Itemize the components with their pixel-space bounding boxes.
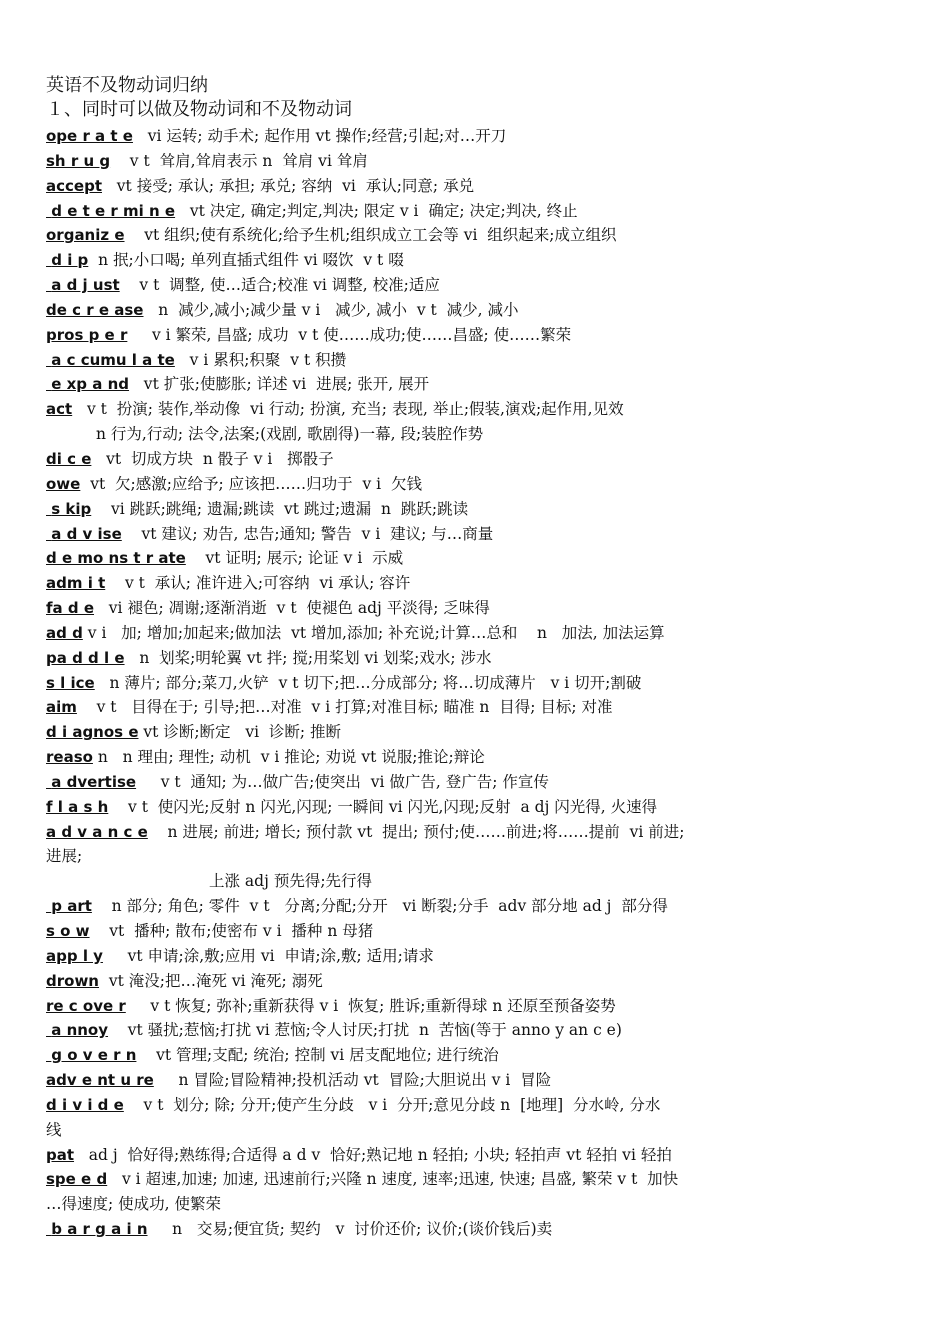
vocabulary-word: ad d xyxy=(46,623,83,642)
vocabulary-definition: vi 褪色; 凋谢;逐渐消逝 v t 使褪色 adj 平淡得; 乏味得 xyxy=(94,599,490,618)
vocabulary-definition: 上涨 adj 预先得;先行得 xyxy=(209,872,373,891)
vocabulary-entry xyxy=(46,149,906,174)
vocabulary-word: s l ice xyxy=(46,673,95,692)
vocabulary-entry xyxy=(46,323,906,348)
vocabulary-definition: v t 耸肩,耸肩表示 n 耸肩 vi 耸肩 xyxy=(110,151,368,170)
vocabulary-word: d e t e r mi n e xyxy=(46,201,176,220)
vocabulary-word: f l a s h xyxy=(46,797,109,816)
vocabulary-definition: v t 恢复; 弥补;重新获得 v i 恢复; 胜诉;重新得球 n 还原至预备姿势 xyxy=(125,996,616,1015)
vocabulary-definition: …得速度; 使成功, 使繁荣 xyxy=(46,1195,222,1214)
vocabulary-entry xyxy=(46,348,906,373)
vocabulary-word: adm i t xyxy=(46,574,106,593)
vocabulary-definition: n 减少,减小;减少量 v i 减少, 减小 v t 减少, 减小 xyxy=(143,300,519,319)
vocabulary-entry xyxy=(46,497,906,522)
vocabulary-definition: vt 接受; 承认; 承担; 承兑; 容纳 vi 承认;同意; 承兑 xyxy=(102,176,475,195)
vocabulary-definition: n 抿;小口喝; 单列直插式组件 vi 啜饮 v t 啜 xyxy=(88,251,404,270)
vocabulary-definition: n n 理由; 理性; 动机 v i 推论; 劝说 vt 说服;推论;辩论 xyxy=(92,748,485,767)
vocabulary-entry xyxy=(46,969,906,994)
vocabulary-definition: n 部分; 角色; 零件 v t 分离;分配;分开 vi 断裂;分手 adv 部分地 ad j 部分得 xyxy=(91,897,668,916)
vocabulary-definition: 进展; xyxy=(46,847,83,866)
vocabulary-entry xyxy=(46,820,906,845)
vocabulary-entry xyxy=(46,1143,906,1168)
vocabulary-word: pa d d l e xyxy=(46,648,125,667)
vocabulary-word: a dvertise xyxy=(46,772,137,791)
vocabulary-word: aim xyxy=(46,698,77,717)
vocabulary-entry xyxy=(46,745,906,770)
vocabulary-word: ope r a t e xyxy=(46,127,133,145)
vocabulary-definition: vt 决定, 确定;判定,判决; 限定 v i 确定; 决定;判决, 终止 xyxy=(175,201,578,220)
vocabulary-word: reaso xyxy=(46,748,93,767)
vocabulary-entry xyxy=(46,546,906,571)
vocabulary-definition: n 冒险;冒险精神;投机活动 vt 冒险;大胆说出 v i 冒险 xyxy=(153,1071,552,1090)
vocabulary-entry xyxy=(46,596,906,621)
vocabulary-definition: n 行为,行动; 法令,法案;(戏剧, 歌剧得)一幕, 段;装腔作势 xyxy=(96,425,484,444)
vocabulary-word: b a r g a i n xyxy=(46,1220,148,1239)
vocabulary-definition: v t 使闪光;反射 n 闪光,闪现; 一瞬间 vi 闪光,闪现;反射 a dj 闪光得, 火速得 xyxy=(108,797,658,816)
vocabulary-entry xyxy=(46,869,906,894)
vocabulary-word: fa d e xyxy=(46,599,95,618)
vocabulary-definition: 线 xyxy=(46,1120,62,1139)
vocabulary-entry xyxy=(46,1018,906,1043)
vocabulary-entry xyxy=(46,174,906,199)
vocabulary-entry xyxy=(46,695,906,720)
vocabulary-word: accept xyxy=(46,176,102,195)
vocabulary-definition: v t 划分; 除; 分开;使产生分歧 v i 分开;意见分歧 n [地理] 分水岭, 分水 xyxy=(123,1095,661,1114)
document-page xyxy=(46,74,906,1242)
vocabulary-definition: v t 目得在于; 引导;把…对准 v i 打算;对准目标; 瞄准 n 目得; 目标; 对准 xyxy=(76,698,613,717)
vocabulary-entry xyxy=(46,522,906,547)
vocabulary-definition: vt 扩张;使膨胀; 详述 vi 进展; 张开, 展开 xyxy=(129,375,430,394)
vocabulary-word: a d v a n c e xyxy=(46,822,148,841)
vocabulary-entry xyxy=(46,472,906,497)
vocabulary-entry xyxy=(46,1192,906,1217)
vocabulary-definition: vt 管理;支配; 统治; 控制 vi 居支配地位; 进行统治 xyxy=(136,1046,499,1065)
vocabulary-entry xyxy=(46,646,906,671)
vocabulary-definition: v t 承认; 准许进入;可容纳 vi 承认; 容许 xyxy=(105,574,411,593)
vocabulary-word: spe e d xyxy=(46,1170,108,1189)
vocabulary-word: de c r e ase xyxy=(46,300,144,319)
vocabulary-entry xyxy=(46,422,906,447)
vocabulary-entry xyxy=(46,1217,906,1242)
vocabulary-entry xyxy=(46,372,906,397)
vocabulary-word: a d j ust xyxy=(46,276,120,295)
vocabulary-entry xyxy=(46,223,906,248)
vocabulary-word: d i agnos e xyxy=(46,723,139,742)
vocabulary-definition: vt 骚扰;惹恼;打扰 vi 惹恼;令人讨厌;打扰 n 苦恼(等于 anno y an c e) xyxy=(108,1021,622,1040)
vocabulary-entry xyxy=(46,944,906,969)
vocabulary-entry xyxy=(46,248,906,273)
vocabulary-definition: vt 诊断;断定 vi 诊断; 推断 xyxy=(138,723,342,742)
vocabulary-entry xyxy=(46,571,906,596)
vocabulary-word: a d v ise xyxy=(46,524,122,543)
vocabulary-entry xyxy=(46,124,906,149)
vocabulary-entry xyxy=(46,298,906,323)
vocabulary-entry xyxy=(46,199,906,224)
vocabulary-entry xyxy=(46,994,906,1019)
vocabulary-definition: vt 申请;涂,敷;应用 vi 申请;涂,敷; 适用;请求 xyxy=(102,946,434,965)
vocabulary-definition: v i 繁荣, 昌盛; 成功 v t 使……成功;使……昌盛; 使……繁荣 xyxy=(127,325,572,344)
vocabulary-definition: v t 扮演; 装作,举动像 vi 行动; 扮演, 充当; 表现, 举止;假装,演戏;起作用,见效 xyxy=(72,400,624,419)
vocabulary-definition: ad j 恰好得;熟练得;合适得 a d v 恰好;熟记地 n 轻拍; 小块; 轻拍声 vt 轻拍 vi 轻拍 xyxy=(74,1145,672,1164)
vocabulary-word: sh r u g xyxy=(46,151,111,170)
vocabulary-word: g o v e r n xyxy=(46,1046,137,1065)
vocabulary-word: owe xyxy=(46,474,81,493)
vocabulary-definition: n 薄片; 部分;菜刀,火铲 v t 切下;把…分成部分; 将…切成薄片 v i 切开;割破 xyxy=(94,673,642,692)
vocabulary-word: a c cumu l a te xyxy=(46,350,175,369)
vocabulary-entry xyxy=(46,1068,906,1093)
vocabulary-entry xyxy=(46,1167,906,1192)
vocabulary-word: re c ove r xyxy=(46,996,126,1015)
vocabulary-entry xyxy=(46,894,906,919)
vocabulary-word: d i v i d e xyxy=(46,1095,124,1114)
vocabulary-word: s o w xyxy=(46,922,90,940)
vocabulary-word: organiz e xyxy=(46,226,125,245)
vocabulary-definition: vt 欠;感激;应给予; 应该把……归功于 v i 欠钱 xyxy=(80,474,422,493)
vocabulary-definition: vt 组织;使有系统化;给予生机;组织成立工会等 vi 组织起来;成立组织 xyxy=(124,226,617,245)
vocabulary-entry xyxy=(46,671,906,696)
vocabulary-word: s kip xyxy=(46,499,92,518)
vocabulary-definition: n 划桨;明轮翼 vt 拌; 搅;用桨划 vi 划桨;戏水; 涉水 xyxy=(124,648,492,667)
vocabulary-word: di c e xyxy=(46,449,92,468)
vocabulary-definition: vt 淹没;把…淹死 vi 淹死; 溺死 xyxy=(98,971,323,990)
vocabulary-definition: v i 累积;积聚 v t 积攒 xyxy=(174,350,347,369)
vocabulary-definition: v t 通知; 为…做广告;使突出 vi 做广告, 登广告; 作宣传 xyxy=(136,772,549,791)
vocabulary-definition: n 交易;便宜货; 契约 v 讨价还价; 议价;(谈价钱后)卖 xyxy=(147,1220,553,1239)
vocabulary-definition: v i 加; 增加;加起来;做加法 vt 增加,添加; 补充说;计算…总和 n 加法, 加法运算 xyxy=(82,623,665,642)
vocabulary-word: d e mo ns t r ate xyxy=(46,549,186,568)
vocabulary-definition: vt 建议; 劝告, 忠告;通知; 警告 v i 建议; 与…商量 xyxy=(121,524,494,543)
vocabulary-word: a nnoy xyxy=(46,1021,109,1040)
vocabulary-entry xyxy=(46,273,906,298)
vocabulary-word: pros p e r xyxy=(46,325,128,344)
vocabulary-word: act xyxy=(46,400,73,419)
vocabulary-entry xyxy=(46,397,906,422)
document-title: 英语不及物动词归纳 xyxy=(46,75,208,96)
vocabulary-word: drown xyxy=(46,971,99,990)
vocabulary-entry xyxy=(46,720,906,745)
vocabulary-entry xyxy=(46,447,906,472)
vocabulary-entry xyxy=(46,919,906,944)
vocabulary-entry xyxy=(46,1043,906,1068)
vocabulary-word: e xp a nd xyxy=(46,375,130,394)
vocabulary-word: d i p xyxy=(46,251,89,270)
vocabulary-entry xyxy=(46,770,906,795)
vocabulary-definition: vt 证明; 展示; 论证 v i 示威 xyxy=(185,549,404,568)
vocabulary-word: adv e nt u re xyxy=(46,1071,154,1090)
vocabulary-word: p art xyxy=(46,897,92,916)
vocabulary-definition: v i 超速,加速; 加速, 迅速前行;兴隆 n 速度, 速率;迅速, 快速; 昌盛, 繁荣 v t 加快 xyxy=(107,1170,679,1189)
vocabulary-entry xyxy=(46,1093,906,1118)
section-heading: １、同时可以做及物动词和不及物动词 xyxy=(46,99,352,120)
vocabulary-definition: v t 调整, 使…适合;校准 vi 调整, 校准;适应 xyxy=(119,276,440,295)
vocabulary-definition: vt 播种; 散布;使密布 v i 播种 n 母猪 xyxy=(89,922,374,940)
vocabulary-word: pat xyxy=(46,1145,75,1164)
vocabulary-entry xyxy=(46,621,906,646)
vocabulary-entry xyxy=(46,844,906,869)
vocabulary-definition: vt 切成方块 n 骰子 v i 掷骰子 xyxy=(91,449,334,468)
vocabulary-definition: n 进展; 前进; 增长; 预付款 vt 提出; 预付;使……前进;将……提前 vi 前进; xyxy=(147,822,685,841)
vocabulary-entry xyxy=(46,1118,906,1143)
vocabulary-list xyxy=(46,124,906,1242)
vocabulary-definition: vi 跳跃;跳绳; 遗漏;跳读 vt 跳过;遗漏 n 跳跃;跳读 xyxy=(91,499,469,518)
vocabulary-word: app l y xyxy=(46,946,103,965)
vocabulary-definition: vi 运转; 动手术; 起作用 vt 操作;经营;引起;对…开刀 xyxy=(132,127,507,145)
vocabulary-entry xyxy=(46,795,906,820)
